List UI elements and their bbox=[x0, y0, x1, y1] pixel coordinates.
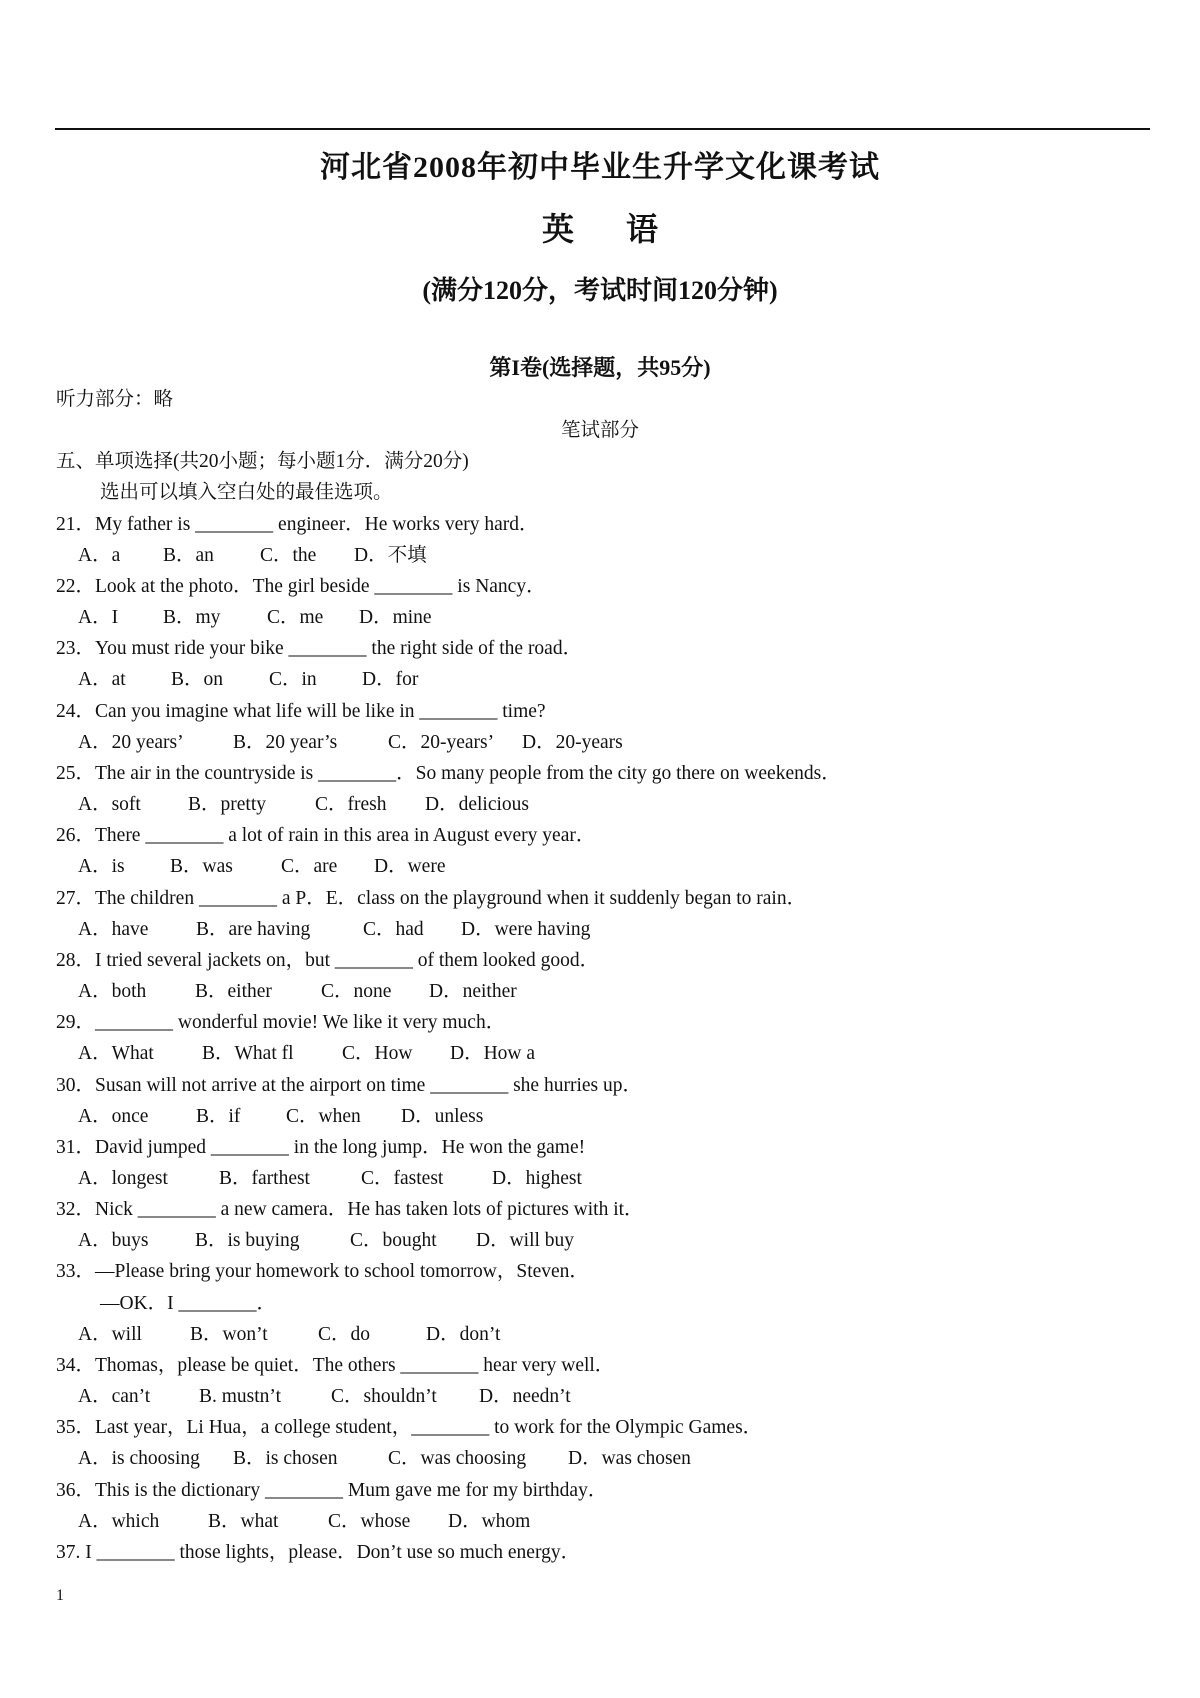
written-part-label: 笔试部分 bbox=[560, 420, 639, 441]
option: C．when bbox=[286, 1106, 361, 1127]
question-stem: 32．Nick ________ a new camera．He has taken lots of pictures with it． bbox=[56, 1199, 644, 1220]
question-stem: 24．Can you imagine what life will be like in ________ time? bbox=[56, 701, 546, 722]
question-options bbox=[78, 920, 590, 940]
option: B．what bbox=[208, 1511, 279, 1532]
question-stem: 36．This is the dictionary ________ Mum gave me for my birthday． bbox=[56, 1480, 608, 1501]
option: D．unless bbox=[401, 1106, 484, 1127]
option: D．were bbox=[374, 856, 446, 877]
option: B．won’t bbox=[190, 1324, 268, 1345]
option: B．What fl bbox=[202, 1043, 294, 1064]
top-rule bbox=[55, 128, 1150, 130]
option: B．is chosen bbox=[233, 1448, 338, 1469]
option: B．if bbox=[196, 1106, 241, 1127]
option: A．What bbox=[78, 1043, 154, 1064]
question-stem: 26．There ________ a lot of rain in this area in August every year． bbox=[56, 825, 596, 846]
question-options bbox=[78, 546, 427, 566]
option: B．an bbox=[163, 545, 214, 566]
option: D．don’t bbox=[426, 1324, 501, 1345]
option: C．was choosing bbox=[388, 1448, 527, 1469]
option: D．mine bbox=[359, 607, 432, 628]
listening-note: 听力部分：略 bbox=[56, 389, 174, 410]
exam-info: (满分120分，考试时间120分钟) bbox=[422, 276, 778, 305]
option: A．I bbox=[78, 607, 119, 628]
question-stem: 30．Susan will not arrive at the airport on time ________ she hurries up． bbox=[56, 1075, 642, 1096]
option: D．for bbox=[362, 669, 419, 690]
subject-title: 英 语 bbox=[541, 211, 680, 247]
option: B．farthest bbox=[219, 1168, 310, 1189]
page-number: 1 bbox=[56, 1587, 64, 1604]
option: C．do bbox=[318, 1324, 371, 1345]
question-options bbox=[78, 1169, 582, 1189]
option: A．20 years’ bbox=[78, 732, 184, 753]
option: D．不填 bbox=[354, 545, 427, 566]
option: C．bought bbox=[350, 1230, 437, 1251]
option: C．the bbox=[260, 545, 317, 566]
option: C．fastest bbox=[361, 1168, 444, 1189]
option: C．20-years’ bbox=[388, 732, 495, 753]
option: D．delicious bbox=[425, 794, 529, 815]
option: A．at bbox=[78, 669, 126, 690]
question-options bbox=[78, 1044, 535, 1064]
option: B．is buying bbox=[195, 1230, 300, 1251]
question-stem: 33．—Please bring your homework to school tomorrow，Steven． bbox=[56, 1261, 589, 1282]
question-stem: 28．I tried several jackets on，but ________ of them looked good． bbox=[56, 950, 600, 971]
option: A．is bbox=[78, 856, 125, 877]
question-stem: 29．________ wonderful movie! We like it very much． bbox=[56, 1012, 506, 1033]
question-options bbox=[78, 795, 529, 815]
question-options bbox=[78, 857, 445, 877]
option: B．was bbox=[170, 856, 233, 877]
option: C．me bbox=[267, 607, 324, 628]
option: B．pretty bbox=[188, 794, 266, 815]
option: D．will buy bbox=[476, 1230, 575, 1251]
question-options bbox=[78, 670, 418, 690]
question-options bbox=[78, 1107, 483, 1127]
question-stem: 25．The air in the countryside is ________．So many people from the city go there on weekends． bbox=[56, 763, 841, 784]
question-stem: 31．David jumped ________ in the long jump．He won the game! bbox=[56, 1137, 586, 1158]
section-title: 第I卷(选择题，共95分) bbox=[489, 355, 711, 380]
option: D．How a bbox=[450, 1043, 536, 1064]
option: D．highest bbox=[492, 1168, 582, 1189]
option: A．buys bbox=[78, 1230, 149, 1251]
question-options bbox=[78, 982, 517, 1002]
question-stem: 23．You must ride your bike ________ the right side of the road． bbox=[56, 638, 583, 659]
option: B．20 year’s bbox=[233, 732, 338, 753]
option: C．are bbox=[281, 856, 338, 877]
option: C．How bbox=[342, 1043, 413, 1064]
option: A．longest bbox=[78, 1168, 168, 1189]
exam-title: 河北省2008年初中毕业生升学文化课考试 bbox=[320, 151, 880, 184]
option: D．needn’t bbox=[479, 1386, 571, 1407]
option: D．was chosen bbox=[568, 1448, 691, 1469]
option: A．soft bbox=[78, 794, 141, 815]
question-stem: 37. I ________ those lights，please．Don’t use so much energy． bbox=[56, 1542, 581, 1563]
option: A．both bbox=[78, 981, 147, 1002]
option: D．were having bbox=[461, 919, 591, 940]
option: A．a bbox=[78, 545, 121, 566]
option: A．have bbox=[78, 919, 149, 940]
option: B．on bbox=[171, 669, 224, 690]
option: C．none bbox=[321, 981, 392, 1002]
question-options bbox=[78, 1449, 691, 1469]
question-options bbox=[78, 1325, 500, 1345]
question-stem: 21．My father is ________ engineer．He works very hard． bbox=[56, 514, 539, 535]
option: A．once bbox=[78, 1106, 149, 1127]
question-options bbox=[78, 608, 432, 628]
option: D．whom bbox=[448, 1511, 531, 1532]
option: B．are having bbox=[196, 919, 311, 940]
option: C．whose bbox=[328, 1511, 411, 1532]
part5-heading: 五、单项选择(共20小题；每小题1分．满分20分) bbox=[56, 451, 469, 472]
option: C．in bbox=[269, 669, 317, 690]
option: A．can’t bbox=[78, 1386, 151, 1407]
question-options bbox=[78, 733, 623, 753]
question-options bbox=[78, 1231, 574, 1251]
question-stem-reply: —OK．I ________． bbox=[100, 1293, 277, 1314]
question-stem: 34．Thomas，please be quiet．The others ________ hear very well． bbox=[56, 1355, 615, 1376]
question-stem: 22．Look at the photo．The girl beside ________ is Nancy． bbox=[56, 576, 546, 597]
option: A．which bbox=[78, 1511, 160, 1532]
option: A．will bbox=[78, 1324, 142, 1345]
option: D．neither bbox=[429, 981, 517, 1002]
question-stem: 35．Last year，Li Hua，a college student，________ to work for the Olympic Games． bbox=[56, 1417, 763, 1438]
question-stem: 27．The children ________ a P．E．class on the playground when it suddenly began to rain． bbox=[56, 888, 807, 909]
question-options bbox=[78, 1512, 530, 1532]
option: C．shouldn’t bbox=[331, 1386, 437, 1407]
option: C．had bbox=[363, 919, 424, 940]
option: A．is choosing bbox=[78, 1448, 200, 1469]
question-options bbox=[78, 1387, 571, 1407]
option: D．20-years bbox=[522, 732, 623, 753]
option: C．fresh bbox=[315, 794, 387, 815]
option: B．either bbox=[195, 981, 272, 1002]
option: B. mustn’t bbox=[199, 1386, 281, 1407]
option: B．my bbox=[163, 607, 221, 628]
part5-instruction: 选出可以填入空白处的最佳选项。 bbox=[100, 482, 393, 503]
